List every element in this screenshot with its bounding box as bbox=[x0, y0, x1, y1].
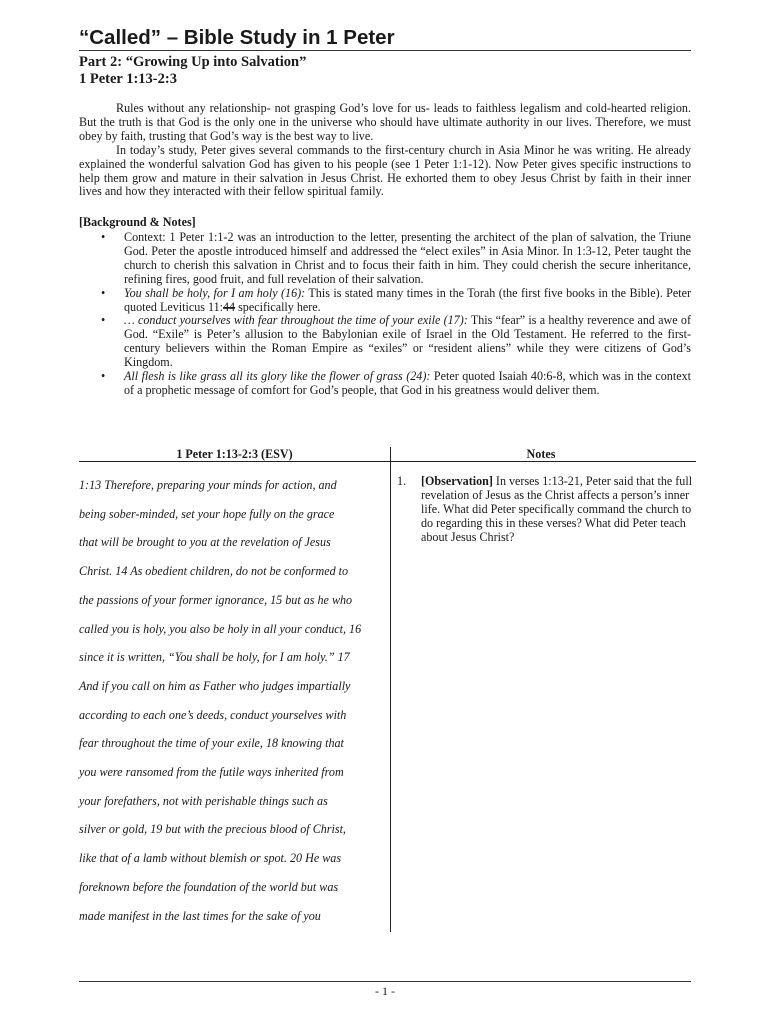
scripture-line: And if you call on him as Father who judges impartially bbox=[79, 678, 351, 693]
notes-item-text: In verses 1:13-21, Peter said that the full revelation of Jesus as the Christ affects a person’s inner life. What did Peter specifically command the church to do regarding this in these verses? What did Peter teach about Jesus Christ? bbox=[421, 474, 693, 544]
scripture-column-header: 1 Peter 1:13-2:3 (ESV) bbox=[176, 447, 293, 461]
background-note-item bbox=[79, 370, 691, 398]
scripture-line: foreknown before the foundation of the world but was bbox=[79, 879, 339, 894]
intro-paragraph: In today’s study, Peter gives several commands to the first-century church in Asia Minor he was writing. He already explained the wonderful salvation God has given to his people (see 1 Peter 1:1-12). Now Peter gives specific instructions to help them grow and mature in their salvation in Jesus Christ. He exhorted them to obey Jesus Christ by faith in their inner lives and how they interacted with their fellow spiritual family. bbox=[79, 142, 691, 199]
note-lead: You shall be holy, for I am holy (16): bbox=[124, 285, 306, 300]
scripture-line: being sober-minded, set your hope fully on the grace bbox=[79, 506, 335, 521]
scripture-line: called you is holy, you also be holy in all your conduct, 16 bbox=[79, 621, 362, 636]
scripture-line: according to each one’s deeds, conduct yourselves with bbox=[79, 707, 347, 722]
notes-list bbox=[397, 475, 693, 545]
bullet-icon: • bbox=[101, 313, 106, 328]
scripture-line: Christ. 14 As obedient children, do not be conformed to bbox=[79, 564, 349, 579]
scripture-line: like that of a lamb without blemish or spot. 20 He was bbox=[79, 851, 342, 866]
scripture-line: silver or gold, 19 but with the precious blood of Christ, bbox=[79, 822, 346, 837]
background-note-item bbox=[79, 231, 691, 287]
scripture-passage bbox=[79, 471, 384, 930]
table-header-rule bbox=[79, 461, 696, 462]
notes-item-label: [Observation] bbox=[421, 474, 493, 488]
note-text: This is stated many times in the Torah (the first five books in the Bible). Peter quoted Leviticus 11: bbox=[124, 285, 691, 314]
background-heading: [Background & Notes] bbox=[79, 215, 196, 229]
page-number: - 1 - bbox=[375, 984, 395, 998]
background-note-item bbox=[79, 314, 691, 370]
column-divider bbox=[390, 447, 391, 932]
scripture-line: 1:13 Therefore, preparing your minds for action, and bbox=[79, 478, 337, 492]
passage-reference: 1 Peter 1:13-2:3 bbox=[79, 71, 177, 87]
scripture-line: that will be brought to you at the revelation of Jesus bbox=[79, 535, 331, 550]
scripture-line: since it is written, “You shall be holy, for I am holy.” 17 bbox=[79, 650, 350, 665]
struck-text: 44 bbox=[222, 299, 236, 314]
intro-section bbox=[79, 102, 691, 199]
scripture-line: fear throughout the time of your exile, 18 knowing that bbox=[79, 736, 344, 751]
note-text: This “fear” is a healthy reverence and awe of God. “Exile” is Peter’s allusion to the Babylonian exile of Israel in the Old Testament. He referred to the first-century believers within the Roman Empire as “exiles” or “resident aliens” while they were citizens of God’s Kingdom. bbox=[124, 313, 691, 370]
scripture-line: made manifest in the last times for the sake of you bbox=[79, 908, 321, 923]
scripture-line: you were ransomed from the futile ways inherited from bbox=[79, 765, 344, 780]
notes-item-number: 1. bbox=[397, 474, 407, 488]
background-note-item bbox=[79, 287, 691, 315]
part-title: Part 2: “Growing Up into Salvation” bbox=[79, 54, 307, 70]
scripture-line: the passions of your former ignorance, 15 but as he who bbox=[79, 592, 353, 607]
note-lead: All flesh is like grass all its glory like the flower of grass (24): bbox=[124, 369, 431, 384]
intro-paragraph: Rules without any relationship- not grasping God’s love for us- leads to faithless legalism and cold-hearted religion. But the truth is that God is the only one in the universe who should have ultimate authority in our lives. Therefore, we must obey by faith, trusting that God’s way is the best way to live. bbox=[79, 101, 691, 143]
footer-divider bbox=[79, 981, 691, 982]
bullet-icon: • bbox=[101, 285, 106, 300]
note-text: Peter quoted Isaiah 40:6-8, which was in the context of a prophetic message of comfort for God’s people, that God in his greatness would deliver them. bbox=[124, 369, 691, 397]
scripture-line: your forefathers, not with perishable things such as bbox=[79, 793, 328, 808]
note-text-after: specifically here. bbox=[235, 299, 321, 314]
notes-column-header: Notes bbox=[526, 447, 556, 461]
document-title: “Called” – Bible Study in 1 Peter bbox=[79, 26, 395, 49]
background-notes-list bbox=[79, 231, 691, 398]
title-divider bbox=[79, 50, 691, 51]
notes-item bbox=[397, 475, 693, 545]
note-text: Context: 1 Peter 1:1-2 was an introduction to the letter, presenting the architect of the plan of salvation, the Triune God. Peter the apostle introduced himself and addressed the “elect exiles” in Asia Minor. In 1:3-12, Peter taught the church to cherish this salvation in Christ and to focus their faith in him. They could cherish the secure inheritance, refining fires, good fruit, and full revelation of their salvation. bbox=[124, 230, 691, 286]
bullet-icon: • bbox=[101, 230, 106, 244]
bullet-icon: • bbox=[101, 369, 106, 384]
note-lead: … conduct yourselves with fear throughout the time of your exile (17): bbox=[124, 313, 468, 328]
